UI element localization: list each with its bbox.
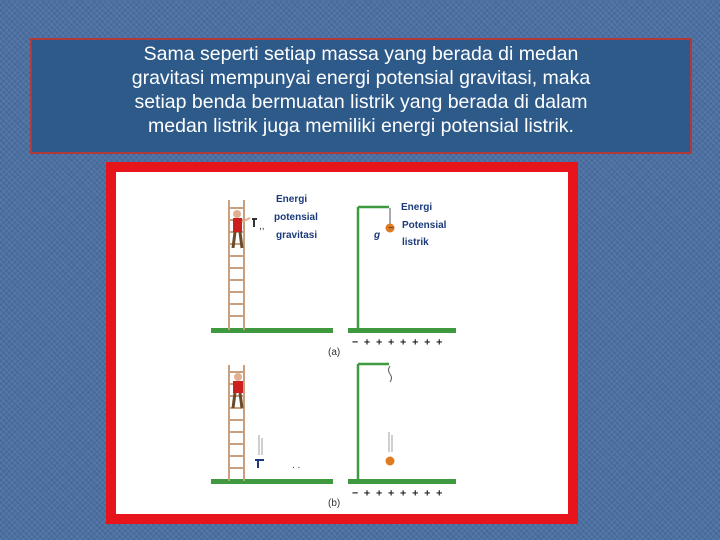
figure-illustration [116, 172, 568, 514]
person-on-ladder-b [233, 373, 243, 408]
g-symbol: g [374, 230, 381, 241]
label-electric-line2: Potensial [402, 220, 447, 231]
slide-text-box [30, 38, 692, 154]
charge-sign-a: − [388, 223, 394, 234]
label-gravity-line3: gravitasi [276, 230, 318, 241]
held-weight-a [252, 219, 265, 232]
label-electric-line1: Energi [401, 202, 433, 213]
label-electric-line3: listrik [402, 237, 429, 248]
svg-text:,,: ,, [259, 221, 265, 232]
caption-b: (b) [328, 498, 341, 509]
plate-signs-a: − + + + + + + + [352, 337, 443, 348]
charged-plate-b [348, 479, 456, 484]
charge-string-b [389, 366, 392, 382]
energy-comparison-figure [106, 162, 578, 524]
falling-charge-b [386, 432, 395, 466]
slide-text-line: Sama seperti setiap massa yang berada di medan [143, 43, 579, 65]
falling-weight-b [255, 435, 300, 471]
person-on-ladder-a [233, 210, 250, 248]
svg-text:. .: . . [292, 460, 301, 471]
slide-text-line: medan listrik juga memiliki energi potensial listrik. [148, 115, 574, 137]
caption-a: (a) [328, 347, 341, 358]
slide-text-line: gravitasi mempunyai energi potensial gravitasi, maka [131, 67, 591, 89]
slide-text-line: setiap benda bermuatan listrik yang berada di dalam [134, 91, 588, 113]
label-gravity-line1: Energi [276, 194, 308, 205]
plate-signs-b: − + + + + + + + [352, 488, 443, 499]
label-gravity-line2: potensial [274, 212, 318, 223]
charged-plate-a [348, 328, 456, 333]
